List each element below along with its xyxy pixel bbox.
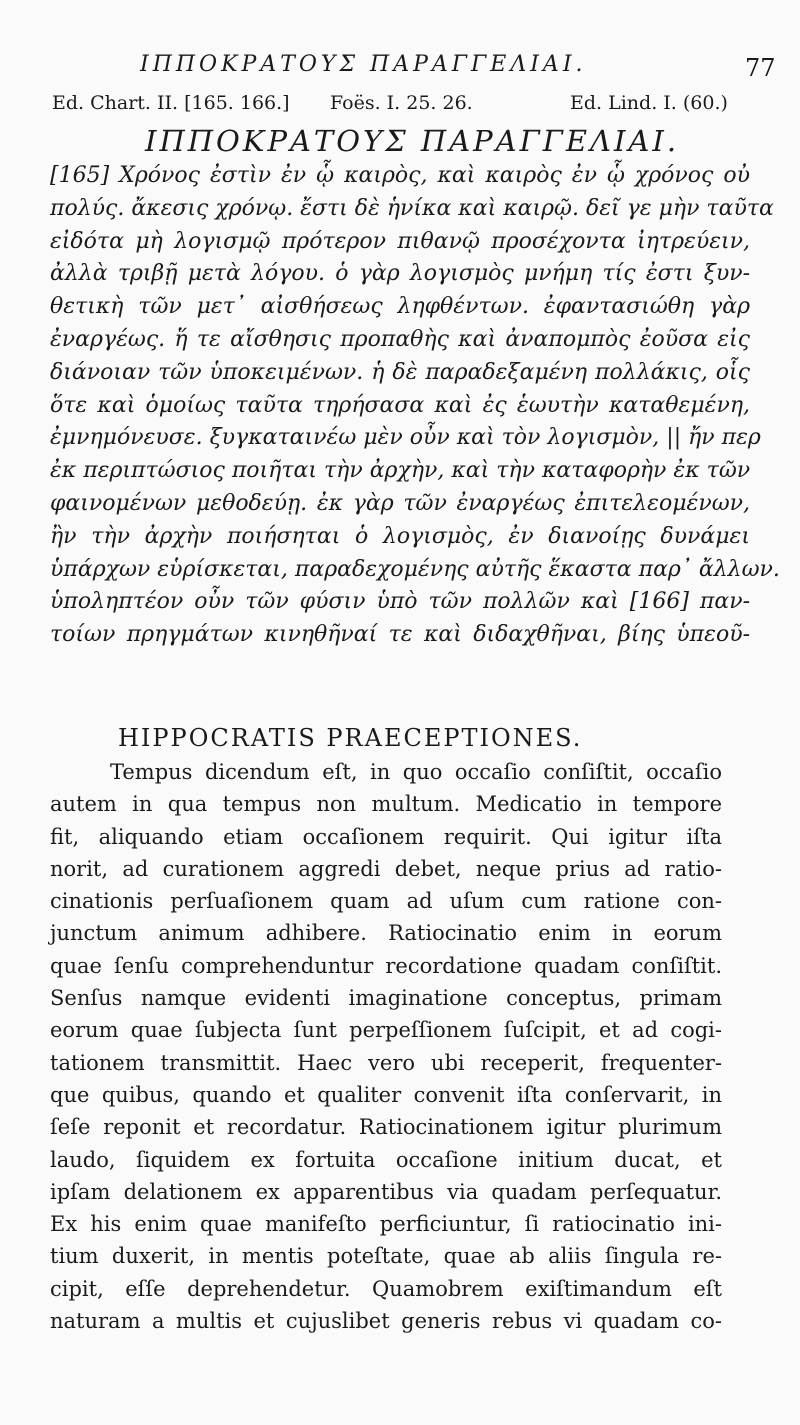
edition-chart-ref: Ed. Chart. II. [165. 166.] <box>52 92 290 114</box>
greek-title: ΙΠΠΟΚΡΑΤΟΥΣ ΠΑΡΑΓΓΕΛΙΑΙ. <box>145 124 680 158</box>
greek-line: τοίων πρηγμάτων κινηθῆναί τε καὶ διδαχθῆναι, βίης ὑπεοῦ- <box>50 622 750 648</box>
running-head: ΙΠΠΟΚΡΑΤΟΥΣ ΠΑΡΑΓΓΕΛΙΑΙ. <box>140 52 587 77</box>
edition-lind-ref: Ed. Lind. I. (60.) <box>570 92 728 114</box>
latin-line: cipit, eſſe deprehendetur. Quamobrem exiſtimandum eſt <box>50 1276 722 1301</box>
latin-line: ſeſe reponit et recordatur. Ratiocinationem igitur plurimum <box>50 1115 722 1140</box>
latin-line: tium duxerit, in mentis poteſtate, quae ab aliis ſingula re- <box>50 1244 722 1269</box>
latin-line: tationem transmittit. Haec vero ubi receperit, frequenter- <box>50 1050 722 1075</box>
latin-line: laudo, ſiquidem ex fortuita occaſione initium ducat, et <box>50 1147 722 1172</box>
latin-line: Tempus dicendum eſt, in quo occaſio conſiſtit, occaſio <box>110 760 722 784</box>
greek-line: ὑπάρχων εὑρίσκεται, παραδεχομένης αὐτῆς ἕκαστα παρ᾽ ἄλλων. <box>50 556 780 582</box>
greek-line: εἰδότα μὴ λογισμῷ πρότερον πιθανῷ προσέχοντα ἰητρεύειν, <box>50 228 750 254</box>
latin-line: fit, aliquando etiam occaſionem requirit. Qui igitur iſta <box>50 824 722 849</box>
latin-title: HIPPOCRATIS PRAECEPTIONES. <box>118 724 583 752</box>
greek-line: ἐμνημόνευσε. ξυγκαταινέω μὲν οὖν καὶ τὸν λογισμὸν, || ἤν περ <box>50 425 761 451</box>
latin-line: Senſus namque evidenti imaginatione conceptus, primam <box>50 986 722 1011</box>
latin-text <box>50 756 722 1337</box>
greek-line: ἐναργέως. ἥ τε αἴσθησις προπαθὴς καὶ ἀναπομπὸς ἐοῦσα εἰς <box>50 326 750 352</box>
greek-line: φαινομένων μεθοδεύῃ. ἐκ γὰρ τῶν ἐναργέως ἐπιτελεομένων, <box>50 490 750 516</box>
greek-line: ἀλλὰ τριβῇ μετὰ λόγου. ὁ γὰρ λογισμὸς μνήμη τίς ἐστι ξυν- <box>50 261 750 287</box>
greek-line: θετικὴ τῶν μετ᾽ αἰσθήσεως ληφθέντων. ἐφαντασιώθη γὰρ <box>50 294 750 320</box>
latin-line: cinationis perſuaſionem quam ad uſum cum ratione con- <box>50 889 722 914</box>
greek-text <box>50 160 780 652</box>
greek-line: πολύς. ἄκεσις χρόνῳ. ἔστι δὲ ἡνίκα καὶ καιρῷ. δεῖ γε μὴν ταῦτα <box>50 195 774 221</box>
latin-line: Ex his enim quae manifeſto perficiuntur, ſi ratiocinatio ini- <box>50 1212 722 1237</box>
edition-foes-ref: Foës. I. 25. 26. <box>330 92 473 114</box>
greek-line: ὑποληπτέον οὖν τῶν φύσιν ὑπὸ τῶν πολλῶν καὶ [166] παν- <box>50 589 750 615</box>
latin-line: autem in qua tempus non multum. Medicatio in tempore <box>50 792 722 817</box>
latin-line: junctum animum adhibere. Ratiocinatio enim in eorum <box>50 921 722 946</box>
latin-line: naturam a multis et cujuslibet generis rebus vi quadam co- <box>50 1309 722 1334</box>
greek-line: διάνοιαν τῶν ὑποκειμένων. ἡ δὲ παραδεξαμένη πολλάκις, οἷς <box>50 359 750 385</box>
greek-line: ἐκ περιπτώσιος ποιῆται τὴν ἀρχὴν, καὶ τὴν καταφορὴν ἐκ τῶν <box>50 458 751 484</box>
greek-line: ἢν τὴν ἀρχὴν ποιήσηται ὁ λογισμὸς, ἐν διανοίῃς δυνάμει <box>50 523 750 549</box>
latin-line: quae ſenſu comprehenduntur recordatione quadam conſiſtit. <box>50 953 722 978</box>
greek-line: [165] Χρόνος ἐστὶν ἐν ᾧ καιρὸς, καὶ καιρὸς ἐν ᾧ χρόνος οὐ <box>50 163 750 188</box>
latin-line: ipſam delationem ex apparentibus via quadam perſequatur. <box>50 1179 722 1204</box>
latin-line: que quibus, quando et qualiter convenit iſta conſervarit, in <box>50 1082 722 1107</box>
greek-line: ὅτε καὶ ὁμοίως ταῦτα τηρήσασα καὶ ἐς ἑωυτὴν καταθεμένη, <box>50 392 750 418</box>
page-number: 77 <box>745 54 776 82</box>
latin-line: eorum quae ſubjecta ſunt perpeſſionem ſuſcipit, et ad cogi- <box>50 1018 722 1043</box>
latin-line: norit, ad curationem aggredi debet, neque prius ad ratio- <box>50 856 722 881</box>
